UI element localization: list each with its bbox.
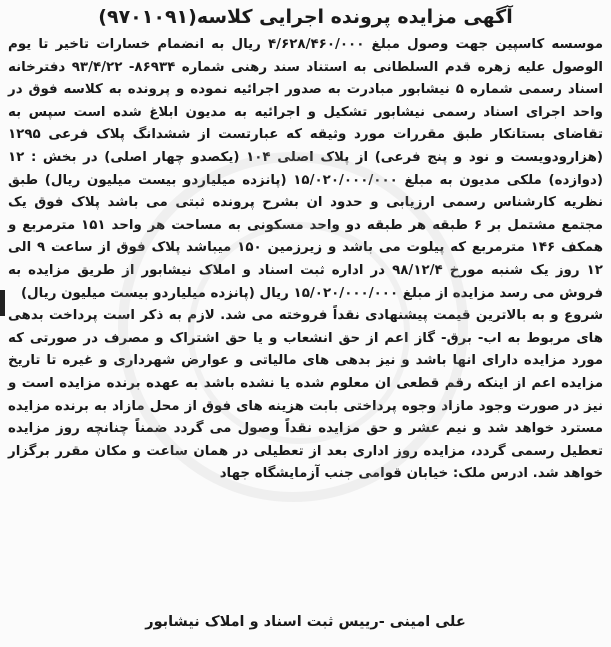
notice-paragraph-1: موسسه کاسپین جهت وصول مبلغ ۴/۶۲۸/۴۶۰/۰۰۰ ریال به انضمام خسارات تاخیر تا یوم الوصول علیه زهره قدم السلطانی به استناد سند رهنی شماره ۸۶۹۳۴- ۹۳/۴/۲۲ دفترخانه اسناد رسمی شماره ۵ نیشابور مبادرت به صدور اجرائیه نموده و پرونده به کلاسه فوق در واحد اجرای اسناد رسمی نیشابور تشکیل و اجرائیه به مدیون ابلاغ شده است سپس به تقاضای بستانکار طبق مقررات مورد وثیقه که عبارتست از ششدانگ پلاک فرعی ۱۲۹۵ (هزارودویست و نود و پنج فرعی) از پلاک اصلی ۱۰۴ (یکصدو چهار اصلی) در بخش : ۱۲ (دوازده) ملکی مدیون به مبلغ ۱۵/۰۲۰/۰۰۰/۰۰۰ (پانزده میلیاردو بیست میلیون ریال) طبق نظریه کارشناس رسمی ارزیابی و حدود ان بشرح پرونده ثبتی می باشد پلاک فوق یک مجتمع مشتمل بر ۶ طبقه هر طبقه دو واحد مسکونی به مساحت هر واحد ۱۵۱ مترمربع و همکف ۱۴۶ مترمربع که پیلوت می باشد و زیرزمین ۱۵۰ میباشد پلاک فوق از ساعت ۹ الی ۱۲ روز یک شنبه مورخ ۹۸/۱۲/۴ در اداره ثبت اسناد و املاک نیشابور از طریق مزایده به فروش می رسد مزایده از مبلغ ۱۵/۰۲۰/۰۰۰/۰۰۰ ریال (پانزده میلیاردو بیست میلیون ریال) — [8, 37, 604, 301]
notice-signature: علی امینی -رییس ثبت اسناد و املاک نیشابور — [145, 614, 466, 630]
scan-edge-mark — [0, 290, 5, 316]
notice-body — [8, 34, 603, 486]
notice-paragraph-2: شروع و به بالاترین قیمت پیشنهادی نقداً فروخته می شد. لازم به ذکر است پرداخت بدهی های مربوط به اب- برق- گاز اعم از حق انشعاب و یا حق اشتراک و مصرف در صورتی که مورد مزایده دارای انها باشد و نیز بدهی های مالیاتی و عوارض شهرداری و غیره تا تاریخ مزایده اعم از اینکه رقم قطعی ان معلوم شده یا نشده باشد به عهده برنده مزایده است و نیز در صورت وجود مازاد وجوه پرداختی بابت هزینه های فوق از محل مازاد به برنده مزایده مسترد خواهد شد و نیم عشر و حق مزایده نقداً وصول می گردد ضمناً چنانچه روز مزایده تعطیل رسمی گردد، مزایده روز اداری بعد از تعطیلی در همان ساعت و مکان مقرر برگزار خواهد شد. ادرس ملک: خیابان قوامی جنب آزمایشگاه جهاد — [8, 308, 603, 482]
notice-title: آگهی مزایده پرونده اجرایی کلاسه(۹۷۰۱۰۹۱) — [98, 6, 513, 28]
